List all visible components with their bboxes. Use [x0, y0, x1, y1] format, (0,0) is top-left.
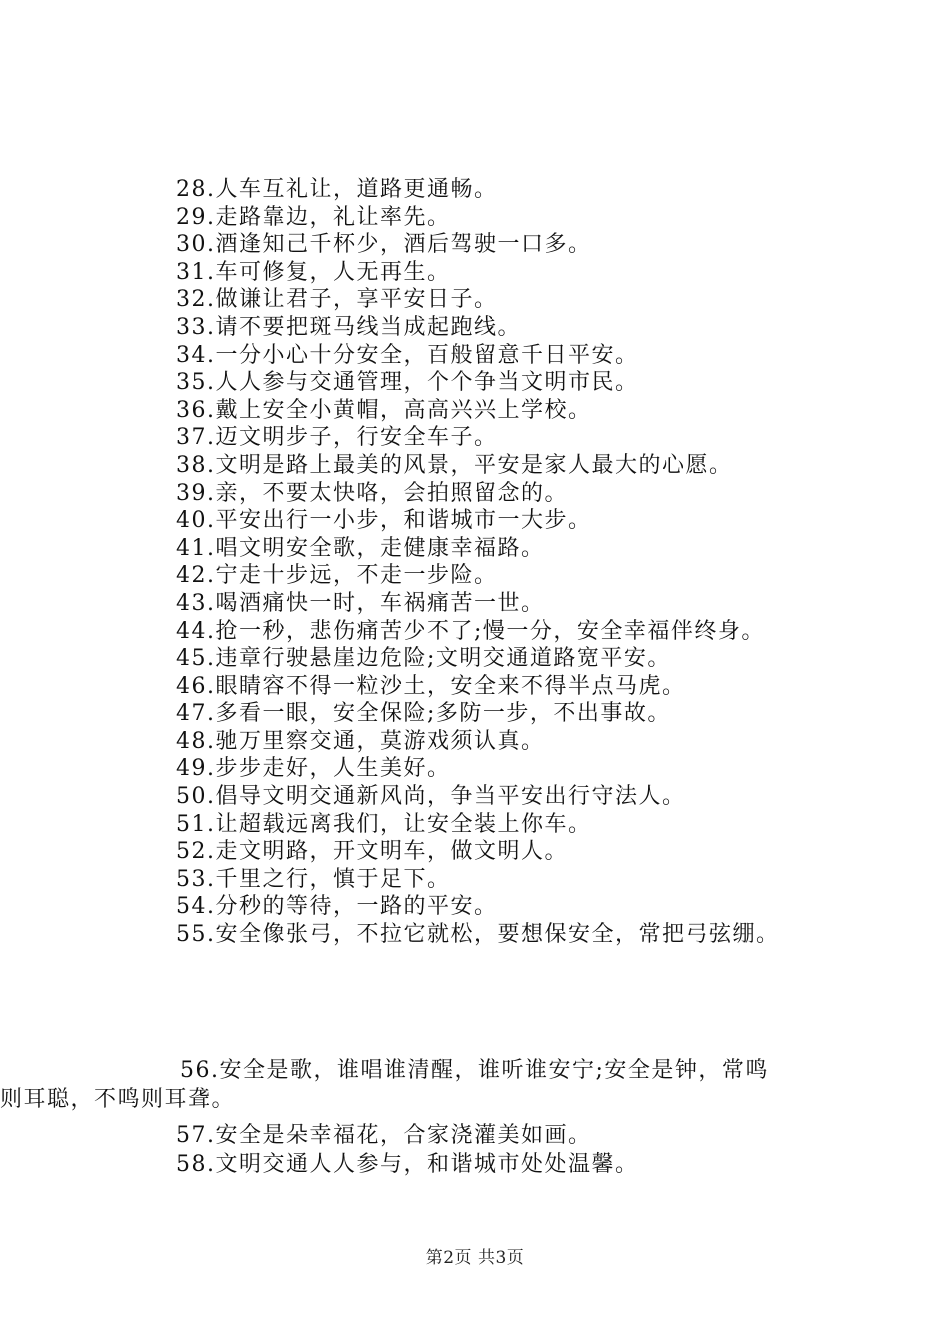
list-item: 28.人车互礼让，道路更通畅。: [176, 177, 498, 202]
paragraph-continuation-line: 则耳聪，不鸣则耳聋。: [0, 1087, 236, 1112]
list-item: 39.亲，不要太快咯，会拍照留念的。: [176, 480, 568, 506]
list-item: 38.文明是路上最美的风景，平安是家人最大的心愿。: [176, 452, 733, 478]
list-item: 31.车可修复，人无再生。: [176, 259, 451, 285]
list-item: 46.眼睛容不得一粒沙土，安全来不得半点马虎。: [176, 673, 686, 699]
list-item: 47.多看一眼，安全保险;多防一步，不出事故。: [176, 701, 671, 727]
list-item: 37.迈文明步子，行安全车子。: [176, 425, 498, 451]
list-item: 50.倡导文明交通新风尚，争当平安出行守法人。: [176, 784, 686, 810]
list-item: 44.抢一秒，悲伤痛苦少不了;慢一分，安全幸福伴终身。: [176, 618, 765, 644]
list-item: 42.宁走十步远，不走一步险。: [176, 563, 498, 589]
list-item: 45.违章行驶悬崖边危险;文明交通道路宽平安。: [176, 646, 671, 672]
list-item: 29.走路靠边，礼让率先。: [176, 204, 451, 230]
list-item: 33.请不要把斑马线当成起跑线。: [176, 314, 521, 340]
list-item: 30.酒逢知己千杯少，酒后驾驶一口多。: [176, 232, 592, 258]
list-item: 54.分秒的等待，一路的平安。: [176, 894, 498, 920]
slogan-list-tail: [176, 1121, 639, 1179]
slogan-list: [176, 176, 876, 949]
list-item: 34.一分小心十分安全，百般留意千日平安。: [176, 342, 639, 368]
list-item: 49.步步走好，人生美好。: [176, 756, 451, 782]
list-item: 36.戴上安全小黄帽，高高兴兴上学校。: [176, 397, 592, 423]
list-item: 55.安全像张弓，不拉它就松，要想保安全，常把弓弦绷。: [176, 922, 780, 948]
list-item: 57.安全是朵幸福花，合家浇灌美如画。: [176, 1123, 592, 1148]
paragraph-first-line: 56.安全是歌，谁唱谁清醒，谁听谁安宁;安全是钟，常鸣: [180, 1058, 769, 1083]
page-number-footer: 第2页 共3页: [425, 1248, 525, 1268]
list-item: 53.千里之行，慎于足下。: [176, 866, 451, 892]
list-item: 52.走文明路，开文明车，做文明人。: [176, 839, 568, 865]
list-item: 40.平安出行一小步，和谐城市一大步。: [176, 508, 592, 534]
list-item: 51.让超载远离我们，让安全装上你车。: [176, 811, 592, 837]
list-item: 41.唱文明安全歌，走健康幸福路。: [176, 535, 545, 561]
list-item: 32.做谦让君子，享平安日子。: [176, 287, 498, 313]
list-item: 48.驰万里察交通，莫游戏须认真。: [176, 728, 545, 754]
list-item: 58.文明交通人人参与，和谐城市处处温馨。: [176, 1152, 639, 1177]
list-item: 43.喝酒痛快一时，车祸痛苦一世。: [176, 590, 545, 616]
slogan-paragraph-56: [0, 1056, 856, 1114]
list-item: 35.人人参与交通管理，个个争当文明市民。: [176, 370, 639, 396]
